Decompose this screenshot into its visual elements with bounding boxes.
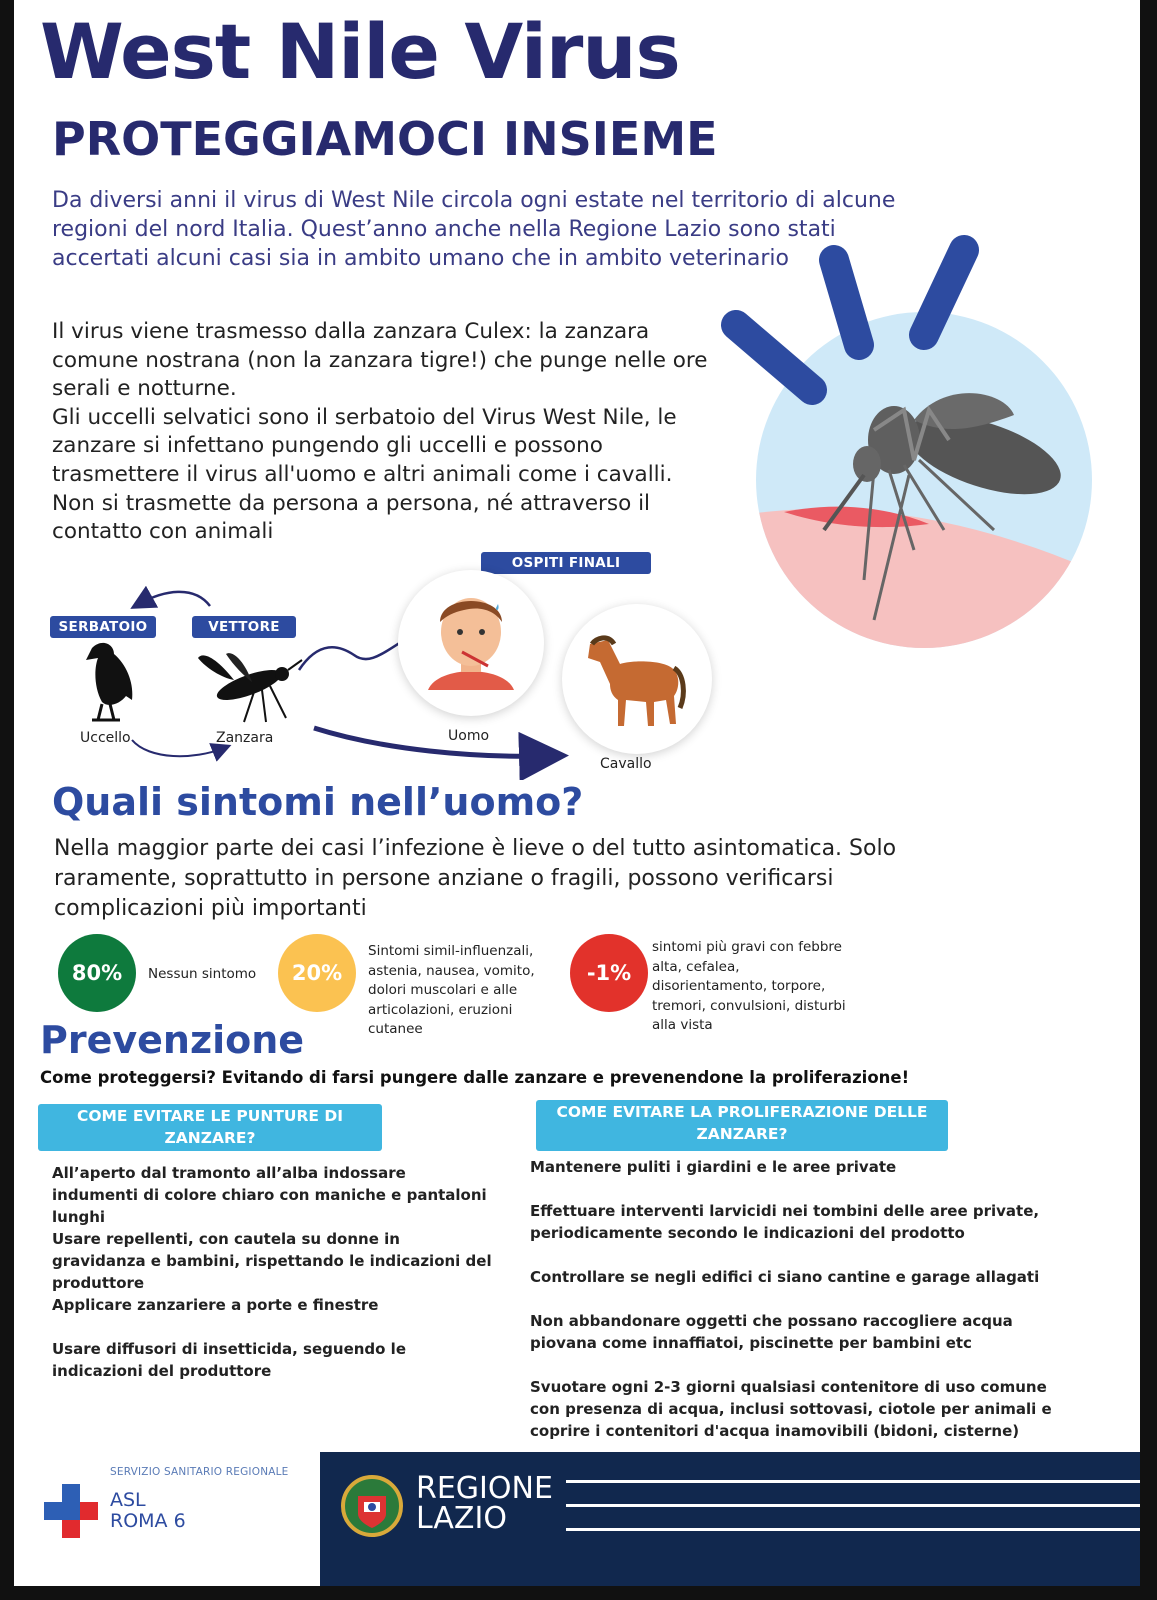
sick-person-icon <box>398 570 544 716</box>
horse-label: Cavallo <box>600 756 652 772</box>
symptom-text-20: Sintomi simil-influenzali, astenia, nausea, vomito, dolori muscolari e alle articolazioni, eruzioni cutanee <box>368 943 535 1037</box>
breeding-prevention-heading: COME EVITARE LA PROLIFERAZIONE DELLE ZANZARE? <box>536 1100 948 1151</box>
poster <box>14 0 1140 1586</box>
symptom-text-1: sintomi più gravi con febbre alta, cefalea, disorientamento, torpore, tremori, convulsioni, disturbi alla vista <box>652 939 846 1033</box>
vector-tag: VETTORE <box>192 616 296 638</box>
breeding-prevention-list <box>530 1156 1070 1442</box>
breeding-prevention-item: Mantenere puliti i giardini e le aree private <box>530 1158 897 1176</box>
reservoir-tag: SERBATOIO <box>50 616 156 638</box>
bite-prevention-list <box>52 1162 492 1382</box>
service-label: SERVIZIO SANITARIO REGIONALE <box>110 1466 289 1478</box>
breeding-prevention-item: Svuotare ogni 2-3 giorni qualsiasi contenitore di uso comune con presenza di acqua, inclusi sottovasi, ciotole per animali e coprire i contenitori d'acqua inamovibili (bidoni, cisterne) <box>530 1378 1052 1440</box>
breeding-prevention-item: Controllare se negli edifici ci siano cantine e garage allagati <box>530 1268 1040 1286</box>
percent-badge-80: 80% <box>58 934 136 1012</box>
page-title: West Nile Virus <box>40 7 680 96</box>
bite-prevention-item: All’aperto dal tramonto all’alba indossare indumenti di colore chiaro con maniche e pantaloni lunghi <box>52 1164 487 1226</box>
symptom-text-80: Nessun sintomo <box>148 966 257 982</box>
region-line-1: REGIONE <box>416 1471 553 1506</box>
footer-line <box>566 1528 1140 1531</box>
transmission-paragraph-1: Il virus viene trasmesso dalla zanzara Culex: la zanzara comune nostrana (non la zanzara tigre!) che punge nelle ore serali e notturne. <box>52 319 708 402</box>
breeding-prevention-item: Non abbandonare oggetti che possano raccogliere acqua piovana come innaffiatoi, piscinette per bambini etc <box>530 1312 1013 1352</box>
transmission-text <box>52 318 732 547</box>
medical-cross-icon <box>44 1484 98 1538</box>
percent-badge-1: -1% <box>570 934 648 1012</box>
footer-line <box>566 1480 1140 1483</box>
horse-icon <box>562 604 712 754</box>
asl-line-2: ROMA 6 <box>110 1510 186 1532</box>
horse-circle <box>562 604 712 754</box>
crow-icon <box>74 638 144 724</box>
symptoms-title: Quali sintomi nell’uomo? <box>52 780 584 824</box>
bite-prevention-item: Applicare zanzariere a porte e finestre <box>52 1296 379 1314</box>
intro-text: Da diversi anni il virus di West Nile circola ogni estate nel territorio di alcune regioni del nord Italia. Quest’anno anche nella Regione Lazio sono stati accertati alcuni casi sia in ambito umano che in ambito veterinario <box>52 188 896 271</box>
region-line-2: LAZIO <box>416 1501 507 1536</box>
region-logo-text <box>416 1471 553 1536</box>
human-label: Uomo <box>448 728 490 744</box>
mosquito-label: Zanzara <box>216 730 274 746</box>
hosts-tag: OSPITI FINALI <box>481 552 651 574</box>
footer-line <box>566 1504 1140 1507</box>
asl-logo-text <box>110 1490 186 1532</box>
symptoms-description: Nella maggior parte dei casi l’infezione è lieve o del tutto asintomatica. Solo raramente, soprattutto in persone anziane o fragili, possono verificarsi complicazioni più importanti <box>54 836 897 921</box>
bite-prevention-item: Usare diffusori di insetticida, seguendo le indicazioni del produttore <box>52 1340 406 1380</box>
breeding-prevention-item: Effettuare interventi larvicidi nei tombini delle aree private, periodicamente secondo le indicazioni del prodotto <box>530 1202 1040 1242</box>
human-circle <box>398 570 544 716</box>
page-subtitle: PROTEGGIAMOCI INSIEME <box>52 112 718 166</box>
bite-prevention-item: Usare repellenti, con cautela su donne in gravidanza e bambini, rispettando le indicazioni del produttore <box>52 1230 492 1292</box>
prevention-subtitle: Come proteggersi? Evitando di farsi pungere dalle zanzare e prevenendone la proliferazione! <box>40 1068 910 1087</box>
asl-line-1: ASL <box>110 1489 146 1511</box>
transmission-paragraph-2: Gli uccelli selvatici sono il serbatoio del Virus West Nile, le zanzare si infettano pungendo gli uccelli e possono trasmettere il virus all'uomo e altri animali come i cavalli. <box>52 404 677 487</box>
bird-label: Uccello <box>80 730 131 746</box>
region-emblem-icon <box>340 1472 404 1540</box>
prevention-title: Prevenzione <box>40 1018 305 1062</box>
small-mosquito-icon <box>194 640 304 725</box>
region-footer-band <box>320 1452 1140 1586</box>
mosquito-bite-illustration <box>714 230 1114 660</box>
percent-badge-20: 20% <box>278 934 356 1012</box>
transmission-paragraph-3: Non si trasmette da persona a persona, né attraverso il contatto con animali <box>52 490 651 545</box>
bite-prevention-heading: COME EVITARE LE PUNTURE DI ZANZARE? <box>38 1104 382 1151</box>
